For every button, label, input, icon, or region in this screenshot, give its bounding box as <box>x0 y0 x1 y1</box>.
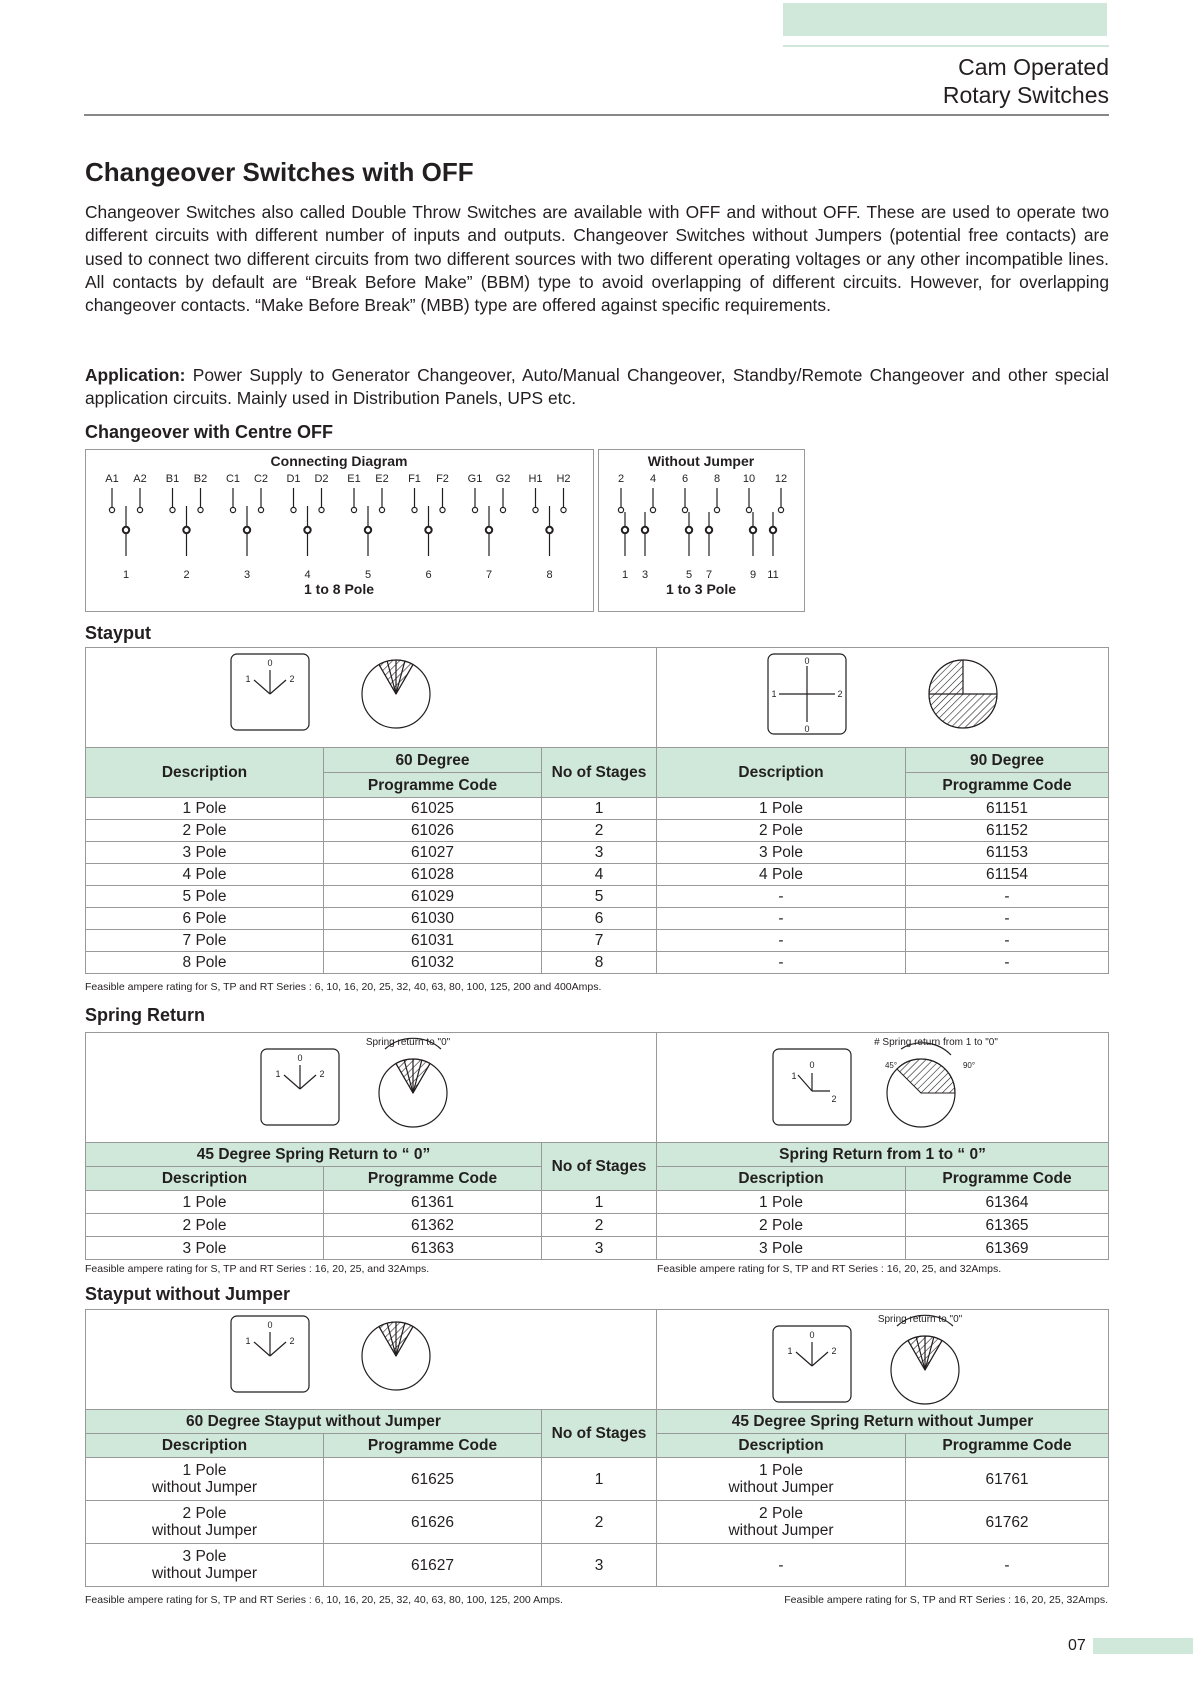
centre-off-heading: Changeover with Centre OFF <box>85 422 334 442</box>
col-programme-code: Programme Code <box>324 1167 542 1191</box>
terminal-label: 6 <box>681 473 689 485</box>
terminal-label: C2 <box>253 473 269 485</box>
programme-code-cell: 61154 <box>906 864 1109 886</box>
stages-cell: 3 <box>542 1237 657 1260</box>
no-jumper-heading: Stayput without Jumper <box>85 1284 291 1304</box>
terminal-contact <box>198 507 203 512</box>
programme-code-cell: - <box>906 952 1109 974</box>
stages-cell: 3 <box>542 1544 657 1587</box>
terminal-contact <box>500 507 505 512</box>
terminal-label: F1 <box>408 473 421 485</box>
position-line <box>254 680 270 694</box>
terminal-contact <box>650 507 655 512</box>
position-line <box>812 1352 828 1366</box>
programme-code-cell: 61365 <box>906 1214 1109 1237</box>
cam-sector <box>929 660 963 694</box>
col-description: Description <box>86 1167 324 1191</box>
description-cell: - <box>657 952 906 974</box>
programme-code-cell: 61032 <box>324 952 542 974</box>
description-cell-line: - <box>778 1556 784 1574</box>
description-cell <box>86 1501 324 1544</box>
position-label-0: 0 <box>804 656 810 666</box>
description-cell-line: without Jumper <box>728 1522 834 1539</box>
position-label-2: 2 <box>289 1336 295 1346</box>
intro-paragraph: Changeover Switches also called Double Throw Switches are available with OFF and without OFF. These are used to operate two different circuits with different number of inputs and outputs. Changeover Switches without Jumpers (potential free contacts) are used to connect two different circuits from two different sources with two different operating voltages or any other incompatible lines. All contacts by default are “Break Before Make” (BBM) type to avoid overlapping of different circuits. However, for overlapping changeover contacts. “Make Before Break” (MBB) type are offered against specific requirements. <box>85 202 1109 316</box>
terminal-contact <box>319 507 324 512</box>
table-row <box>86 864 1109 886</box>
spring-note-right: Feasible ampere rating for S, TP and RT Series : 16, 20, 25, and 32Amps. <box>657 1263 1002 1275</box>
pole-number: 5 <box>364 569 372 581</box>
programme-code-cell: 61028 <box>324 864 542 886</box>
stayput-heading: Stayput <box>85 623 152 643</box>
terminal-label: D1 <box>286 473 301 485</box>
stages-cell: 8 <box>542 952 657 974</box>
terminal-label: G2 <box>495 473 511 485</box>
position-label-2: 2 <box>289 674 295 684</box>
terminal-contact <box>351 507 356 512</box>
programme-code-cell: 61761 <box>906 1458 1109 1501</box>
terminal-label: B1 <box>165 473 180 485</box>
contact-pivot <box>486 527 492 533</box>
description-cell: 2 Pole <box>86 820 324 842</box>
description-cell-line: without Jumper <box>151 1479 258 1496</box>
stayput-60-diagram-cell <box>86 648 657 748</box>
col-description: Description <box>657 1167 906 1191</box>
programme-code-cell: - <box>906 886 1109 908</box>
no-jumper-note-right: Feasible ampere rating for S, TP and RT Series : 16, 20, 25, 32Amps. <box>784 1594 1108 1606</box>
stayput-90-dial <box>733 648 1033 743</box>
angle-45-label: 45° <box>884 1061 897 1070</box>
table-row <box>86 1544 1109 1587</box>
table-row <box>86 1191 1109 1214</box>
programme-code-cell: 61363 <box>324 1237 542 1260</box>
terminal-label: H1 <box>528 473 543 485</box>
page-title: Changeover Switches with OFF <box>85 157 474 187</box>
page-number: 07 <box>1068 1637 1086 1654</box>
description-cell-line: without Jumper <box>151 1522 258 1539</box>
terminal-label: E1 <box>347 473 361 485</box>
stages-cell: 2 <box>542 820 657 842</box>
terminal-label: A2 <box>133 473 147 485</box>
position-label-1: 1 <box>245 674 251 684</box>
description-cell: 3 Pole <box>657 842 906 864</box>
description-cell: 4 Pole <box>86 864 324 886</box>
terminal-label: H2 <box>556 473 571 485</box>
programme-code-cell: 61026 <box>324 820 542 842</box>
terminal-contact <box>109 507 114 512</box>
connecting-diagram <box>85 449 594 612</box>
description-cell-line: 2 Pole <box>759 1505 803 1522</box>
terminal-label: 10 <box>742 473 756 485</box>
footer-accent-bar <box>1093 1638 1193 1654</box>
table-row <box>86 952 1109 974</box>
no-jumper-60-dial <box>221 1310 521 1405</box>
terminal-contact <box>618 507 623 512</box>
pole-number: 4 <box>304 569 311 581</box>
description-cell: 2 Pole <box>657 820 906 842</box>
pole-number: 11 <box>767 569 779 581</box>
position-label-2: 2 <box>831 1346 837 1356</box>
stages-cell: 2 <box>542 1501 657 1544</box>
contact-pivot <box>365 527 371 533</box>
terminal-label: 2 <box>617 473 625 485</box>
stayput-note: Feasible ampere rating for S, TP and RT Series : 6, 10, 16, 20, 25, 32, 40, 63, 80, 100, 125, 200 and 400Amps. <box>85 981 602 993</box>
application-text: Power Supply to Generator Changeover, Auto/Manual Changeover, Standby/Remote Changeover and other special application circuits. Mainly used in Distribution Panels, UPS etc. <box>85 365 1109 409</box>
terminal-contact <box>714 507 719 512</box>
contact-pivot <box>686 527 692 533</box>
description-cell: 3 Pole <box>86 842 324 864</box>
programme-code-cell: 61361 <box>324 1191 542 1214</box>
position-line <box>796 1352 812 1366</box>
terminal-label: G1 <box>467 473 483 485</box>
terminal-contact <box>258 507 263 512</box>
description-cell: 3 Pole <box>86 1237 324 1260</box>
terminal-label: A1 <box>105 473 119 485</box>
col-description: Description <box>657 1434 906 1458</box>
contact-pivot <box>770 527 776 533</box>
contact-pivot <box>622 527 628 533</box>
table-row <box>86 842 1109 864</box>
pole-number: 5 <box>685 569 693 581</box>
programme-code-cell: - <box>906 1544 1109 1587</box>
pole-number: 6 <box>425 569 432 581</box>
stages-cell: 6 <box>542 908 657 930</box>
col-programme-code: Programme Code <box>324 1434 542 1458</box>
position-label-0: 0 <box>804 724 810 734</box>
programme-code-cell: 61029 <box>324 886 542 908</box>
application-label: Application: <box>85 365 186 385</box>
description-cell-line: without Jumper <box>728 1479 834 1496</box>
col-description: Description <box>86 1434 324 1458</box>
description-cell: 1 Pole <box>86 798 324 820</box>
position-line <box>284 1075 300 1089</box>
pole-number: 7 <box>485 569 493 581</box>
diagram-caption: 1 to 3 Pole <box>665 581 737 597</box>
terminal-label: C1 <box>225 473 241 485</box>
contact-pivot <box>244 527 250 533</box>
description-cell: 2 Pole <box>657 1214 906 1237</box>
contact-pivot <box>304 527 310 533</box>
table-row <box>86 908 1109 930</box>
diagram-caption: 1 to 8 Pole <box>303 581 375 597</box>
table-row <box>86 886 1109 908</box>
programme-code-cell: 61362 <box>324 1214 542 1237</box>
spring-left-diagram-cell <box>86 1033 657 1143</box>
programme-code-cell: - <box>906 908 1109 930</box>
description-cell <box>657 1501 906 1544</box>
col-description: Description <box>86 748 324 798</box>
stages-cell: 1 <box>542 798 657 820</box>
programme-code-cell: 61627 <box>324 1544 542 1587</box>
stages-cell: 2 <box>542 1214 657 1237</box>
stayput-90-diagram-cell <box>657 648 1109 748</box>
programme-code-cell: 61153 <box>906 842 1109 864</box>
no-jumper-left-diagram-cell <box>86 1310 657 1410</box>
position-line <box>270 1342 286 1356</box>
description-cell <box>86 1458 324 1501</box>
pole-number: 3 <box>641 569 649 581</box>
position-line <box>254 1342 270 1356</box>
col-description: Description <box>657 748 906 798</box>
terminal-contact <box>440 507 445 512</box>
terminal-contact <box>533 507 538 512</box>
header-accent-line <box>783 45 1109 47</box>
col-stages: No of Stages <box>542 1143 657 1191</box>
no-jumper-table <box>85 1309 1109 1587</box>
description-cell-line: 3 Pole <box>182 1548 227 1565</box>
diagram-title: Connecting Diagram <box>270 453 408 469</box>
description-cell: 1 Pole <box>86 1191 324 1214</box>
position-label-2: 2 <box>837 689 843 699</box>
terminal-contact <box>778 507 783 512</box>
stayput-table <box>85 647 1109 974</box>
table-row <box>86 1214 1109 1237</box>
pole-number: 1 <box>621 569 629 581</box>
col-programme-code: Programme Code <box>906 1167 1109 1191</box>
position-label-2: 2 <box>831 1094 837 1104</box>
angle-90-label: 90° <box>962 1061 975 1070</box>
terminal-contact <box>472 507 477 512</box>
description-cell: 2 Pole <box>86 1214 324 1237</box>
table-row <box>86 1458 1109 1501</box>
position-label-0: 0 <box>809 1060 815 1070</box>
table-row <box>86 1237 1109 1260</box>
description-cell: 1 Pole <box>657 1191 906 1214</box>
terminal-label: 12 <box>774 473 788 485</box>
programme-code-cell: 61027 <box>324 842 542 864</box>
terminal-contact <box>412 507 417 512</box>
spring-caption: Spring return to "0" <box>365 1037 451 1048</box>
col-stages: No of Stages <box>542 1410 657 1458</box>
stages-cell: 5 <box>542 886 657 908</box>
contact-pivot <box>546 527 552 533</box>
spring-heading: Spring Return <box>85 1005 205 1025</box>
programme-code-cell: 61369 <box>906 1237 1109 1260</box>
no-jumper-45-dial <box>733 1310 1033 1405</box>
position-label-2: 2 <box>319 1069 325 1079</box>
diagram-title: Without Jumper <box>647 453 755 469</box>
col-programme-code: Programme Code <box>324 773 542 798</box>
programme-code-cell: - <box>906 930 1109 952</box>
description-cell: 8 Pole <box>86 952 324 974</box>
description-cell: 6 Pole <box>86 908 324 930</box>
programme-code-cell: 61030 <box>324 908 542 930</box>
no-jumper-left-group: 60 Degree Stayput without Jumper <box>86 1410 542 1434</box>
stages-cell: 7 <box>542 930 657 952</box>
no-jumper-right-group: 45 Degree Spring Return without Jumper <box>657 1410 1109 1434</box>
programme-code-cell: 61025 <box>324 798 542 820</box>
pole-number: 9 <box>749 569 757 581</box>
description-cell: 1 Pole <box>657 798 906 820</box>
description-cell-line: 1 Pole <box>759 1462 803 1479</box>
spring-left-group: 45 Degree Spring Return to “ 0” <box>86 1143 542 1167</box>
stayput-60-dial <box>221 648 521 743</box>
stages-cell: 1 <box>542 1191 657 1214</box>
programme-code-cell: 61625 <box>324 1458 542 1501</box>
contact-pivot <box>642 527 648 533</box>
description-cell: 4 Pole <box>657 864 906 886</box>
terminal-contact <box>746 507 751 512</box>
cam-sector <box>929 694 997 728</box>
pole-number: 1 <box>122 569 130 581</box>
terminal-label: 8 <box>713 473 721 485</box>
col-90-degree: 90 Degree <box>906 748 1109 773</box>
programme-code-cell: 61626 <box>324 1501 542 1544</box>
programme-code-cell: 61762 <box>906 1501 1109 1544</box>
programme-code-cell: 61364 <box>906 1191 1109 1214</box>
terminal-label: B2 <box>193 473 208 485</box>
col-programme-code: Programme Code <box>906 773 1109 798</box>
terminal-contact <box>291 507 296 512</box>
description-cell <box>86 1544 324 1587</box>
position-label-1: 1 <box>771 689 777 699</box>
stages-cell: 1 <box>542 1458 657 1501</box>
spring-right-group: Spring Return from 1 to “ 0” <box>657 1143 1109 1167</box>
terminal-contact <box>682 507 687 512</box>
spring-1-to-0-dial <box>733 1033 1033 1138</box>
position-label-0: 0 <box>297 1053 303 1063</box>
description-cell: - <box>657 908 906 930</box>
position-label-1: 1 <box>791 1071 797 1081</box>
col-60-degree: 60 Degree <box>324 748 542 773</box>
position-line <box>300 1075 316 1089</box>
description-cell <box>657 1544 906 1587</box>
description-cell-line: 2 Pole <box>182 1505 227 1522</box>
position-line <box>270 680 286 694</box>
terminal-contact <box>170 507 175 512</box>
without-jumper-diagram <box>598 449 805 612</box>
header-line2: Rotary Switches <box>942 82 1109 108</box>
description-cell: 3 Pole <box>657 1237 906 1260</box>
cam-sector <box>896 1059 954 1093</box>
terminal-label: D2 <box>314 473 329 485</box>
table-row <box>86 798 1109 820</box>
table-row <box>86 1501 1109 1544</box>
pole-number: 7 <box>705 569 713 581</box>
description-cell: - <box>657 930 906 952</box>
spring-caption: # Spring return from 1 to "0" <box>873 1037 998 1048</box>
contact-pivot <box>123 527 129 533</box>
programme-code-cell: 61151 <box>906 798 1109 820</box>
header-rule <box>84 114 1109 116</box>
table-row <box>86 930 1109 952</box>
no-jumper-right-diagram-cell <box>657 1310 1109 1410</box>
programme-code-cell: 61152 <box>906 820 1109 842</box>
description-cell <box>657 1458 906 1501</box>
position-label-0: 0 <box>267 1320 273 1330</box>
position-line <box>798 1075 812 1091</box>
terminal-label: F2 <box>436 473 449 485</box>
col-programme-code: Programme Code <box>906 1434 1109 1458</box>
terminal-contact <box>230 507 235 512</box>
pole-number: 3 <box>243 569 251 581</box>
contact-pivot <box>183 527 189 533</box>
header-line1: Cam Operated <box>958 54 1109 80</box>
contact-pivot <box>750 527 756 533</box>
table-row <box>86 820 1109 842</box>
stages-cell: 4 <box>542 864 657 886</box>
position-label-0: 0 <box>809 1330 815 1340</box>
header-accent-bar <box>783 3 1107 36</box>
description-cell: - <box>657 886 906 908</box>
contact-pivot <box>706 527 712 533</box>
description-cell-line: 1 Pole <box>182 1462 227 1479</box>
programme-code-cell: 61031 <box>324 930 542 952</box>
terminal-contact <box>561 507 566 512</box>
spring-45-dial <box>221 1033 521 1138</box>
description-cell: 5 Pole <box>86 886 324 908</box>
without-jumper-svg <box>599 450 803 610</box>
position-label-1: 1 <box>275 1069 281 1079</box>
spring-right-diagram-cell <box>657 1033 1109 1143</box>
position-label-1: 1 <box>787 1346 793 1356</box>
pole-number: 2 <box>183 569 190 581</box>
contact-pivot <box>425 527 431 533</box>
terminal-label: E2 <box>375 473 389 485</box>
terminal-contact <box>379 507 384 512</box>
terminal-label: 4 <box>649 473 657 485</box>
position-label-1: 1 <box>245 1336 251 1346</box>
col-stages: No of Stages <box>542 748 657 798</box>
spring-table <box>85 1032 1109 1260</box>
spring-note-left: Feasible ampere rating for S, TP and RT Series : 16, 20, 25, and 32Amps. <box>85 1263 430 1275</box>
terminal-contact <box>137 507 142 512</box>
description-cell-line: without Jumper <box>151 1565 258 1582</box>
connecting-diagram-svg <box>86 450 592 610</box>
position-label-0: 0 <box>267 658 273 668</box>
pole-number: 8 <box>546 569 553 581</box>
stages-cell: 3 <box>542 842 657 864</box>
description-cell: 7 Pole <box>86 930 324 952</box>
spring-caption: Spring return to "0" <box>877 1314 962 1325</box>
application-paragraph <box>85 364 1109 411</box>
no-jumper-note-left: Feasible ampere rating for S, TP and RT Series : 6, 10, 16, 20, 25, 32, 40, 63, 80, 100, 125, 200 Amps. <box>85 1594 563 1606</box>
